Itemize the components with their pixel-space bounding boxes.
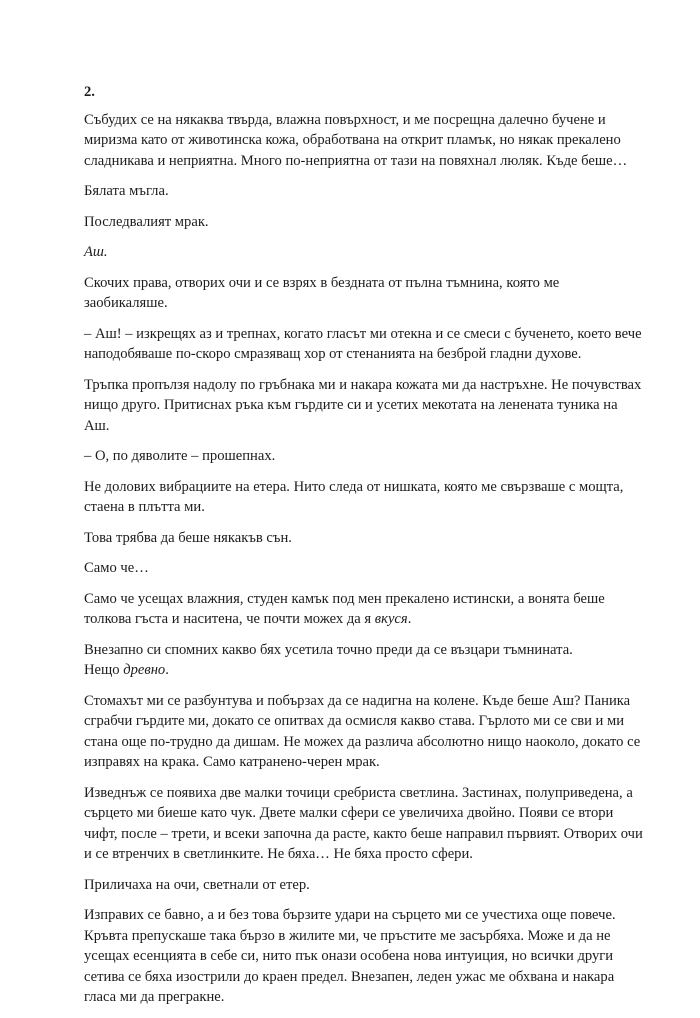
- chapter-number: 2.: [84, 84, 95, 100]
- text-run: Събудих се на някаква твърда, влажна повърхност, и ме посрещна далечно бучене и миризма като от животинска кожа, обработвана на открит пламък, но някак прекалено сладникава и неприятна. Много по-неприятна от тази на повяхнал люляк. Къде беше…: [84, 111, 628, 169]
- paragraph: [84, 477, 644, 518]
- text-run: Само че…: [84, 560, 149, 576]
- paragraph: [84, 528, 644, 549]
- paragraph: [84, 110, 644, 172]
- document-page: [84, 82, 644, 1018]
- text-run: Последвалият мрак.: [84, 213, 209, 230]
- text-run: Приличаха на очи, светнали от етер.: [84, 876, 310, 893]
- paragraph: [84, 905, 644, 1008]
- paragraph: [84, 589, 644, 630]
- paragraph: [84, 691, 644, 773]
- text-run: .: [165, 662, 169, 678]
- paragraph: [84, 875, 644, 896]
- paragraph: [84, 324, 644, 365]
- text-run: Скочих права, отворих очи и се взрях в бездната от пълна тъмнина, която ме заобикаляше.: [84, 274, 560, 311]
- text-run: – О, по дяволите – прошепнах.: [84, 448, 276, 464]
- paragraph: [84, 375, 644, 437]
- text-run: Изправих се бавно, а и без това бързите удари на сърцето ми се учестиха още повече. Кръвта препускаше така бързо в жилите ми, че пръстите ме засърбяха. Може и да не усещах есенцията в себе си, нито пък онази особена нова интуиция, но всички други сетива се бяха изострили до краен предел. Внезапен, леден ужас ме обхвана и накара гласа ми да прегракне.: [84, 907, 616, 1005]
- italic-text: вкуся: [374, 611, 408, 627]
- paragraph: [84, 273, 644, 314]
- text-run: Не долових вибрациите на етера. Нито следа от нишката, която ме свързваше с мощта, стаена в плътта ми.: [84, 478, 624, 515]
- paragraph: [84, 783, 644, 865]
- text-run: Бялата мъгла.: [84, 183, 169, 199]
- text-run: Това трябва да беше някакъв сън.: [84, 529, 292, 546]
- italic-text: древно: [123, 662, 166, 678]
- text-run: Стомахът ми се разбунтува и побързах да се надигна на колене. Къде беше Аш? Паника сграбчи гърдите ми, докато се опитвах да осмисля какво става. Гърлото ми се сви и ми стана още по-трудно да дишам. Не можех да различа абсолютно нищо наоколо, докато се изправях на крака. Само катранено-черен мрак.: [84, 692, 641, 770]
- paragraph: [84, 558, 644, 579]
- paragraph: [84, 242, 644, 263]
- paragraph: [84, 640, 644, 681]
- paragraph: [84, 212, 644, 233]
- text-run: Само че усещах влажния, студен камък под мен прекалено истински, а вонята беше толкова гъста и наситена, че почти можех да я: [84, 590, 605, 627]
- text-run: .: [407, 611, 412, 627]
- chapter-body: [84, 110, 644, 1008]
- italic-text: Аш.: [84, 244, 108, 260]
- text-run: Внезапно си спомних какво бях усетила точно преди да се възцари тъмнината.: [84, 641, 573, 658]
- text-run: – Аш! – изкрещях аз и трепнах, когато гласът ми отекна и се смеси с бученето, което вече наподобяваше по-скоро смразяващ хор от стенанията на безброй гладни духове.: [84, 325, 642, 362]
- paragraph: [84, 181, 644, 202]
- paragraph: [84, 446, 644, 467]
- text-run: Тръпка пропълзя надолу по гръбнака ми и накара кожата ми да настръхне. Не почувствах нищо друго. Притиснах ръка към гърдите си и усетих мекотата на ленената туника на Аш.: [84, 376, 642, 434]
- text-run: Изведнъж се появиха две малки точици сребриста светлина. Застинах, полуприведена, а сърцето ми биеше като чук. Двете малки сфери се увеличиха двойно. Появи се втори чифт, после – трети, и всеки започна да расте, както беше направил първият. Отворих очи и се втренчих в светлинките. Не бяха… Не бяха просто сфери.: [84, 784, 643, 862]
- text-run: Нещо: [84, 662, 124, 678]
